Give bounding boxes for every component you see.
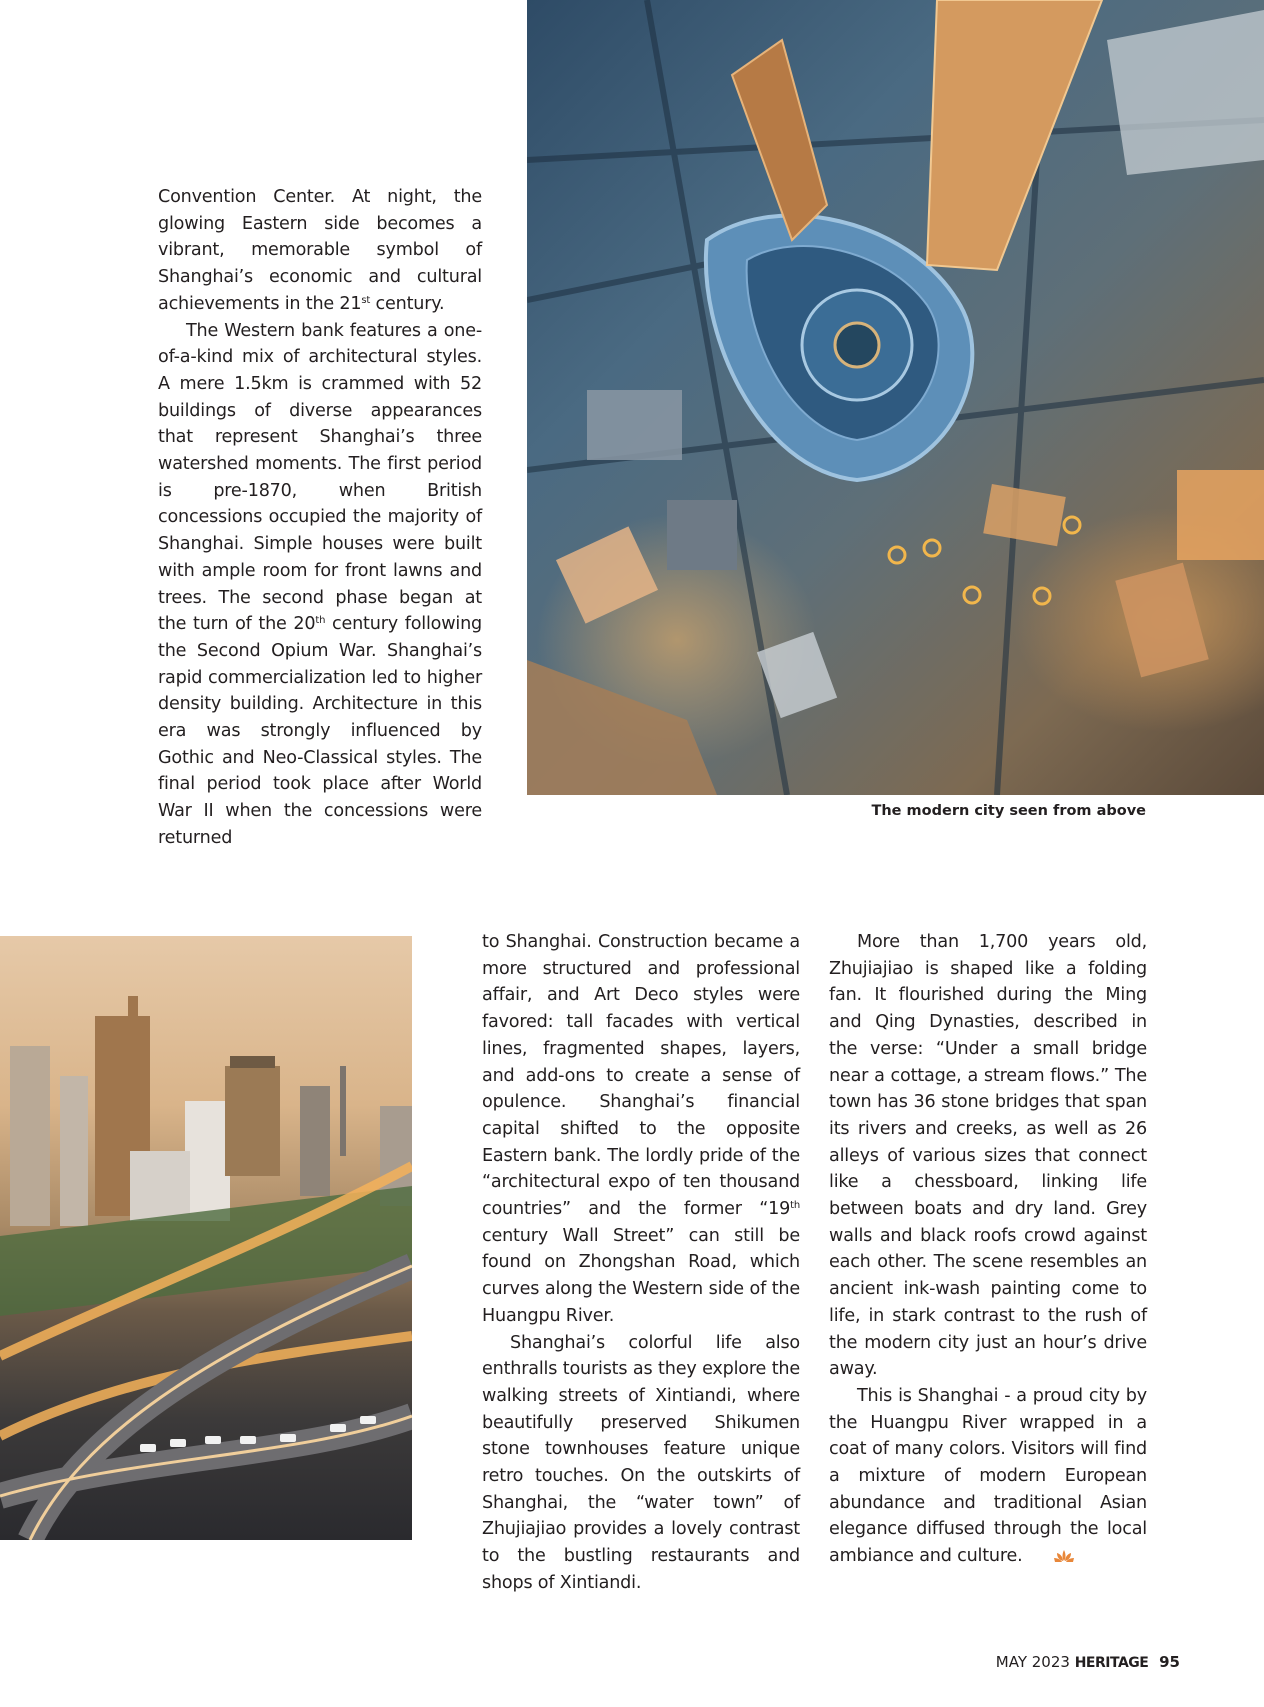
paragraph: Shanghai’s colorful life also enthralls tourists as they explore the walking streets of Xintiandi, where beautifully preserved Shikumen stone townhouses feature unique retro touches. On the outskirts of Shanghai, the “water town” of Zhujiajiao provides a lovely contrast to the bustling restaurants and shops of Xintiandi. — [482, 1332, 800, 1593]
aerial-city-illustration — [527, 0, 1264, 795]
highway-illustration — [0, 936, 412, 1540]
highway-interchange-photo — [0, 936, 412, 1540]
lotus-end-mark-icon — [1025, 1545, 1075, 1572]
photo-caption: The modern city seen from above — [871, 803, 1146, 819]
paragraph: to Shanghai. Construction became a more structured and professional affair, and Art Deco styles were favored: tall facades with vertical lines, fragmented shapes, layers, and add-ons to create a sense of opulence. Shanghai’s financial capital shifted to the opposite Eastern bank. The lordly pride of the “architectural expo of ten thousand countries” and the former “19th century Wall Street” can still be found on Zhongshan Road, which curves along the Western side of the Huangpu River. — [482, 932, 800, 1326]
article-column-3 — [829, 929, 1147, 1572]
article-column-1 — [158, 184, 482, 852]
page-number: 95 — [1159, 1653, 1180, 1671]
paragraph: More than 1,700 years old, Zhujiajiao is shaped like a folding fan. It flourished during the Ming and Qing Dynasties, described in the verse: “Under a small bridge near a cottage, a stream flows.” The town has 36 stone bridges that span its rivers and creeks, as well as 26 alleys of various sizes that connect like a chessboard, linking life between boats and dry land. Grey walls and black roofs crowd against each other. The scene resembles an ancient ink-wash painting come to life, in stark contrast to the rush of the modern city just an hour’s drive away. — [829, 932, 1147, 1380]
paragraph: The Western bank features a one-of-a-kind mix of architectural styles. A mere 1.5km is crammed with 52 buildings of diverse appearances that represent Shanghai’s three watershed moments. The first period is pre-1870, when British concessions occupied the majority of Shanghai. Simple houses were built with ample room for front lawns and trees. The second phase began at the turn of the 20th century following the Second Opium War. Shanghai’s rapid commercialization led to higher density building. Architecture in this era was strongly influenced by Gothic and Neo-Classical styles. The final period took place after World War II when the concessions were returned — [158, 320, 482, 848]
page-footer — [980, 1653, 1180, 1671]
article-column-2 — [482, 929, 800, 1597]
issue-date: MAY 2023 — [995, 1653, 1070, 1671]
paragraph: This is Shanghai - a proud city by the Huangpu River wrapped in a coat of many colors. Visitors will find a mixture of modern European abundance and traditional Asian elegance diffused through the local ambiance and culture. — [829, 1383, 1147, 1572]
magazine-name: HERITAGE — [1074, 1655, 1149, 1671]
aerial-city-photo — [527, 0, 1264, 795]
paragraph: Convention Center. At night, the glowing Eastern side becomes a vibrant, memorable symbol of Shanghai’s economic and cultural achievements in the 21st century. — [158, 187, 482, 314]
